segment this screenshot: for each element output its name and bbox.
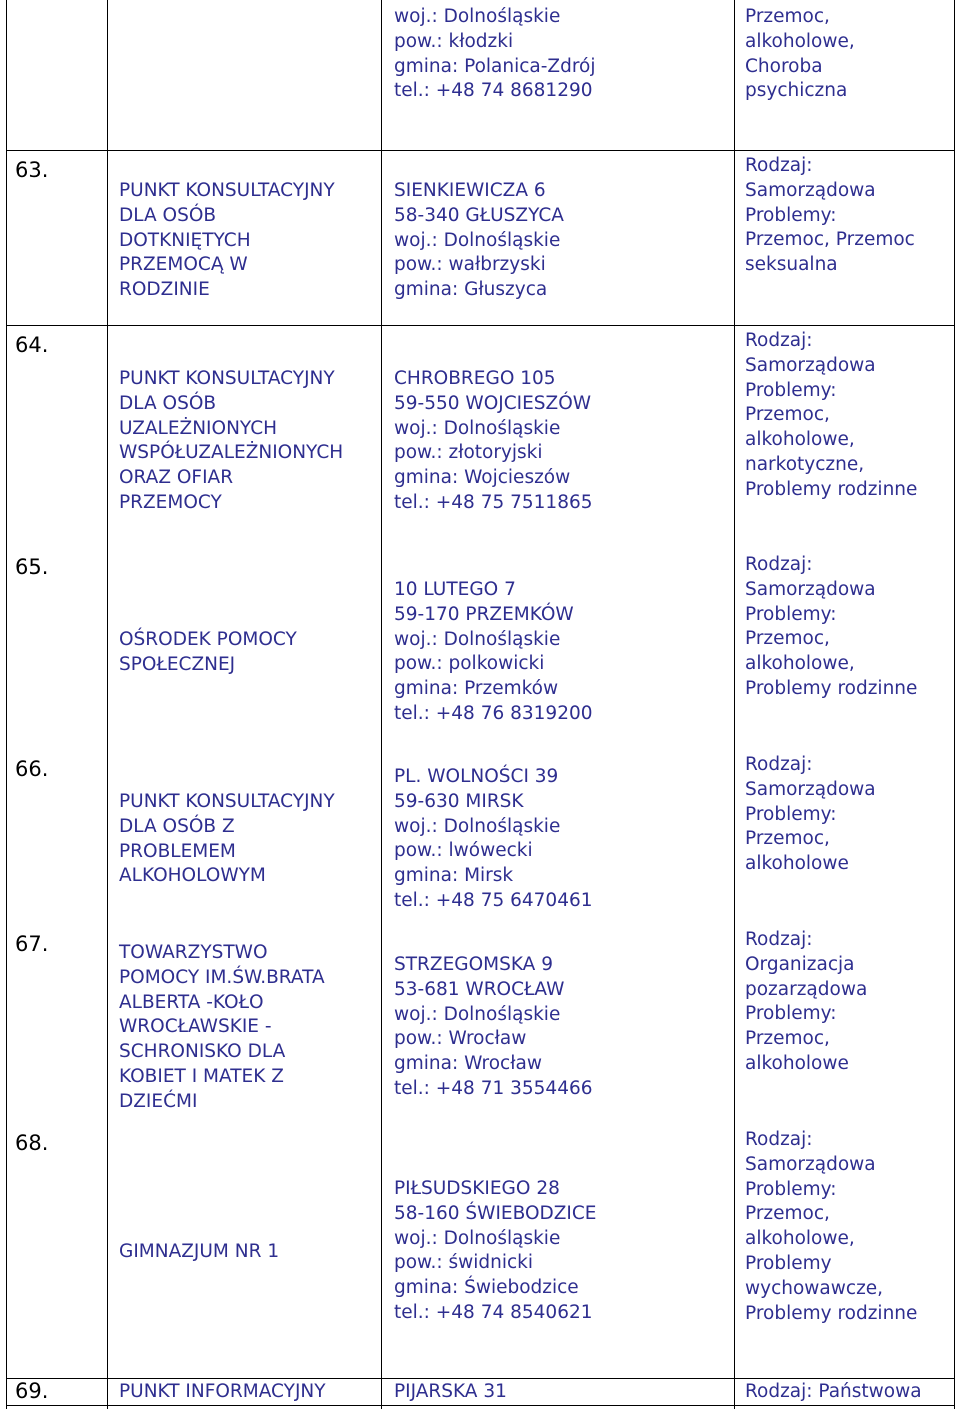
info-line: Problemy: [745,1178,837,1200]
info-line: Problemy rodzinne [745,1302,918,1324]
row-border [6,1378,955,1379]
address-line: gmina: Wrocław [394,1053,542,1075]
address-line: woj.: Dolnośląskie [394,628,561,650]
name-cell [119,1240,279,1265]
address-line: tel.: +48 71 3554466 [394,1077,593,1099]
info-line: Rodzaj: Państwowa [745,1381,922,1402]
address-line: PIJARSKA 31 [394,1381,507,1402]
row-number: 63. [15,158,49,182]
address-line: STRZEGOMSKA 9 [394,954,553,975]
info-line: Samorządowa [745,578,876,600]
info-line: Przemoc, [745,828,830,850]
name-cell [119,790,335,889]
info-line: Samorządowa [745,778,876,800]
address-line: gmina: Mirsk [394,865,514,887]
info-line: Rodzaj: [745,155,813,176]
info-line: Choroba [745,55,823,77]
address-line: pow.: polkowicki [394,653,545,675]
info-line: seksualna [745,254,838,276]
name-line: DZIEĆMI [119,1090,198,1112]
row-border [6,150,955,151]
info-cell [745,928,867,1077]
info-line: Problemy: [745,1003,837,1025]
name-cell [119,941,325,1115]
address-line: 58-340 GŁUSZYCA [394,204,564,226]
info-line: Samorządowa [745,179,876,201]
name-cell [119,628,297,678]
info-line: alkoholowe, [745,653,855,675]
info-line: Przemoc, Przemoc [745,229,915,251]
address-line: 59-170 PRZEMKÓW [394,603,574,625]
info-line: Rodzaj: [745,554,813,575]
info-line: Problemy rodzinne [745,677,918,699]
info-line: Problemy: [745,803,837,825]
address-line: pow.: wałbrzyski [394,254,546,276]
address-cell [394,578,593,727]
info-cell [745,5,855,104]
address-line: woj.: Dolnośląskie [394,1003,561,1025]
name-cell [119,1380,326,1405]
row-number: 65. [15,555,49,579]
column-border [6,0,7,1409]
info-line: wychowawcze, [745,1277,884,1299]
address-line: pow.: kłodzki [394,30,514,52]
name-line: TOWARZYSTWO [119,942,268,963]
name-line: KOBIET I MATEK Z [119,1065,284,1087]
name-cell [119,367,343,516]
address-line: woj.: Dolnośląskie [394,815,561,837]
info-line: narkotyczne, [745,453,865,475]
address-line: gmina: Głuszyca [394,279,548,301]
address-line: 10 LUTEGO 7 [394,579,516,600]
address-line: SIENKIEWICZA 6 [394,180,546,201]
info-line: alkoholowe, [745,429,855,451]
name-line: PUNKT INFORMACYJNY [119,1381,326,1402]
info-line: Przemoc, [745,1203,830,1225]
info-line: alkoholowe [745,1052,849,1074]
address-line: gmina: Polanica-Zdrój [394,55,596,77]
name-line: PUNKT KONSULTACYJNY [119,368,335,389]
address-cell [394,5,596,104]
info-cell [745,1128,917,1326]
info-cell [745,1380,922,1405]
name-line: SPOŁECZNEJ [119,653,236,675]
name-line: ALKOHOLOWYM [119,865,266,887]
name-line: DLA OSÓB Z [119,815,235,837]
column-border [381,0,382,1409]
row-border [6,1405,955,1406]
name-line: WROCŁAWSKIE - [119,1016,272,1038]
address-line: woj.: Dolnośląskie [394,6,561,27]
address-line: gmina: Wojcieszów [394,467,571,489]
address-cell [394,765,593,914]
address-cell [394,179,564,303]
info-line: alkoholowe [745,853,849,875]
row-number: 66. [15,757,49,781]
info-line: Problemy [745,1252,832,1274]
row-number: 68. [15,1131,49,1155]
name-line: PROBLEMEM [119,840,236,862]
address-line: pow.: Wrocław [394,1028,527,1050]
info-line: Organizacja [745,953,855,975]
address-cell [394,367,593,516]
address-line: PL. WOLNOŚCI 39 [394,766,559,787]
info-cell [745,329,917,503]
row-number: 67. [15,932,49,956]
info-line: Problemy rodzinne [745,478,918,500]
info-line: Rodzaj: [745,929,813,950]
name-line: ALBERTA -KOŁO [119,991,264,1013]
address-line: CHROBREGO 105 [394,368,556,389]
info-line: Problemy: [745,379,837,401]
column-border [734,0,735,1409]
address-cell [394,1380,507,1405]
info-line: psychiczna [745,80,848,102]
address-line: pow.: lwówecki [394,840,533,862]
name-line: GIMNAZJUM NR 1 [119,1241,280,1262]
name-line: PRZEMOCY [119,491,222,513]
info-cell [745,753,876,877]
row-border [6,325,955,326]
address-line: tel.: +48 74 8681290 [394,80,593,102]
address-line: gmina: Przemków [394,678,559,700]
info-line: Rodzaj: [745,754,813,775]
name-line: ORAZ OFIAR [119,467,234,489]
info-line: Samorządowa [745,1153,876,1175]
address-line: 58-160 ŚWIEBODZICE [394,1202,597,1224]
name-line: PRZEMOCĄ W [119,254,248,276]
address-line: tel.: +48 75 6470461 [394,889,593,911]
address-line: tel.: +48 74 8540621 [394,1301,593,1323]
name-line: DLA OSÓB [119,204,217,226]
name-line: WSPÓŁUZALEŻNIONYCH [119,442,344,464]
info-line: Przemoc, [745,1028,830,1050]
column-border [954,0,955,1409]
name-line: DOTKNIĘTYCH [119,229,251,251]
name-line: UZALEŻNIONYCH [119,417,278,439]
address-line: PIŁSUDSKIEGO 28 [394,1178,560,1199]
name-line: PUNKT KONSULTACYJNY [119,180,335,201]
name-line: RODZINIE [119,279,210,301]
address-cell [394,953,593,1102]
info-line: Przemoc, [745,6,830,27]
name-line: POMOCY IM.ŚW.BRATA [119,966,325,988]
name-line: SCHRONISKO DLA [119,1041,286,1063]
info-line: Rodzaj: [745,1129,813,1150]
address-line: gmina: Świebodzice [394,1277,579,1299]
info-line: Samorządowa [745,354,876,376]
name-line: DLA OSÓB [119,392,217,414]
info-line: Przemoc, [745,404,830,426]
address-cell [394,1177,597,1326]
name-line: PUNKT KONSULTACYJNY [119,791,335,812]
address-line: tel.: +48 76 8319200 [394,702,593,724]
column-border [107,0,108,1409]
info-line: alkoholowe, [745,1228,855,1250]
row-number: 69. [15,1379,49,1403]
name-cell [119,179,335,303]
address-line: 53-681 WROCŁAW [394,978,565,1000]
info-line: Przemoc, [745,628,830,650]
info-cell [745,154,915,278]
info-line: alkoholowe, [745,30,855,52]
info-line: pozarządowa [745,978,868,1000]
info-cell [745,553,917,702]
info-line: Problemy: [745,603,837,625]
address-line: 59-630 MIRSK [394,790,524,812]
address-line: woj.: Dolnośląskie [394,417,561,439]
row-number: 64. [15,333,49,357]
address-line: pow.: złotoryjski [394,442,543,464]
info-line: Problemy: [745,204,837,226]
info-line: Rodzaj: [745,330,813,351]
address-line: tel.: +48 75 7511865 [394,491,593,513]
address-line: pow.: świdnicki [394,1252,534,1274]
address-line: woj.: Dolnośląskie [394,229,561,251]
name-line: OŚRODEK POMOCY [119,629,297,650]
address-line: woj.: Dolnośląskie [394,1227,561,1249]
address-line: 59-550 WOJCIESZÓW [394,392,592,414]
